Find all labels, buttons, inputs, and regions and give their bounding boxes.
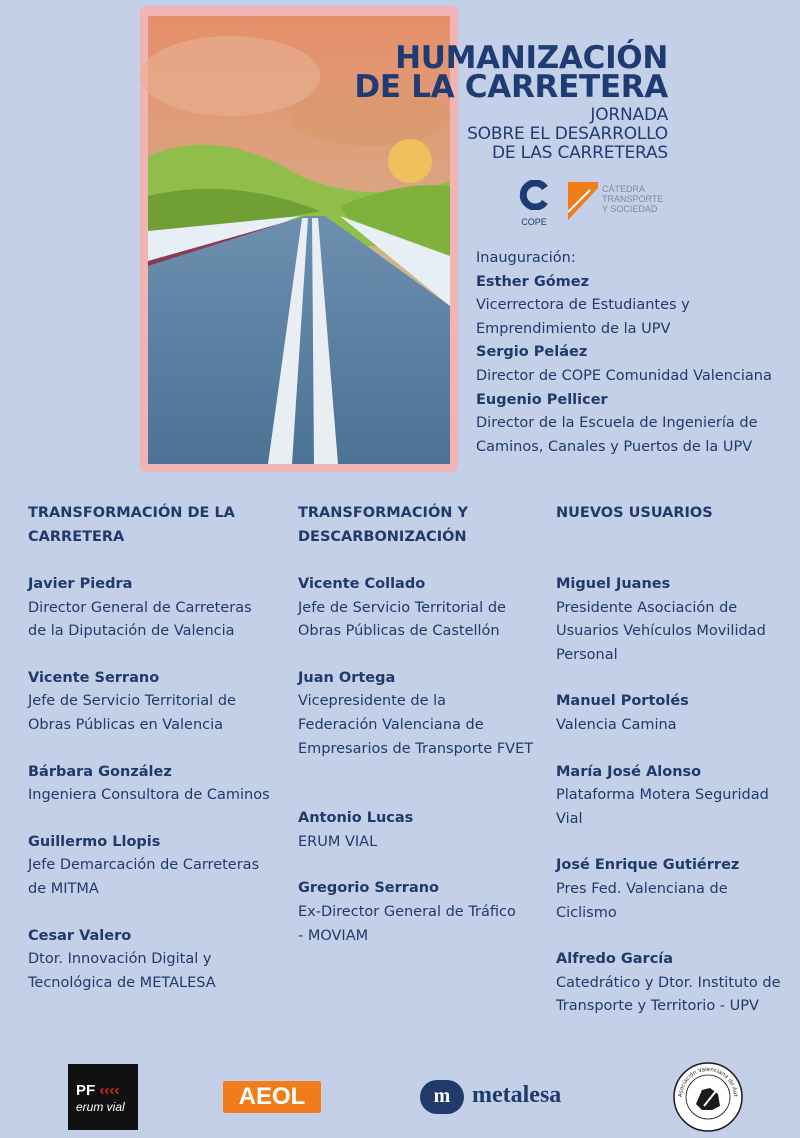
- column-transformacion-carretera: [28, 502, 288, 1018]
- speaker-role: de la Diputación de Valencia: [28, 623, 235, 640]
- speaker: [556, 761, 796, 832]
- column-heading: [28, 502, 288, 573]
- speaker-role: Personal: [556, 646, 618, 663]
- speaker-role: Ex-Director General de Tráfico: [298, 903, 516, 920]
- catedra-logo: [568, 182, 678, 222]
- inauguration-label: Inauguración:: [476, 250, 576, 266]
- column-heading-line: TRANSFORMACIÓN DE LA: [28, 505, 235, 521]
- speaker-role: Usuarios Vehículos Movilidad: [556, 623, 766, 640]
- speaker-name: Vicente Serrano: [28, 669, 160, 686]
- speaker: [28, 573, 288, 644]
- speaker-role: Dtor. Innovación Digital y: [28, 951, 212, 968]
- speaker-name: Miguel Juanes: [556, 576, 671, 592]
- speaker-role: Ciclismo: [556, 904, 617, 921]
- speaker-role: Jefe Demarcación de Carreteras: [28, 857, 260, 874]
- column-heading-line: DESCARBONIZACIÓN: [298, 528, 467, 545]
- speaker-name: Vicente Collado: [298, 576, 426, 592]
- cope-icon: [519, 180, 549, 210]
- catedra-icon: [568, 182, 598, 220]
- column-transformacion-descarbonizacion: [298, 502, 548, 971]
- catedra-text-line-2: TRANSPORTE: [602, 194, 664, 204]
- speaker: [28, 831, 288, 902]
- event-subtitle: [330, 106, 668, 163]
- speaker-role: Valencia Camina: [556, 716, 677, 733]
- subtitle-line-2: SOBRE EL DESARROLLO: [467, 124, 668, 144]
- metalesa-logo-text: metalesa: [472, 1082, 562, 1108]
- speaker: [28, 925, 288, 996]
- speaker-name: José Enrique Gutiérrez: [556, 857, 740, 874]
- cope-logo: [514, 180, 554, 228]
- column-nuevos-usuarios: [556, 502, 796, 1042]
- asociacion-autoescuelas-logo: [672, 1060, 744, 1134]
- speaker: [298, 807, 548, 854]
- person-role: Caminos, Canales y Puertos de la UPV: [476, 438, 753, 455]
- person-name: Sergio Peláez: [476, 344, 588, 361]
- column-heading-line: TRANSFORMACIÓN Y: [298, 505, 468, 521]
- speaker-role: Jefe de Servicio Territorial de: [298, 599, 506, 616]
- speaker-role: Empresarios de Transporte FVET: [298, 740, 534, 757]
- metalesa-logo: [420, 1080, 610, 1114]
- catedra-text-line-1: CÁTEDRA: [602, 184, 646, 194]
- speaker-role: Vicepresidente de la: [298, 693, 447, 710]
- inauguration-person: [476, 271, 796, 342]
- speaker-name: Cesar Valero: [28, 927, 132, 944]
- inauguration-person: [476, 389, 796, 460]
- speaker-name: Manuel Portolés: [556, 693, 689, 710]
- speaker-role: Transporte y Territorio - UPV: [556, 998, 759, 1015]
- speaker-name: Alfredo García: [556, 951, 674, 968]
- speaker-role: Ingeniera Consultora de Caminos: [28, 787, 270, 804]
- person-role: Director de la Escuela de Ingeniería de: [476, 415, 758, 432]
- speaker-name: Guillermo Llopis: [28, 833, 161, 850]
- speaker-role: Plataforma Motera Seguridad: [556, 787, 769, 804]
- speaker-name: Javier Piedra: [28, 576, 133, 592]
- speaker-name: Antonio Lucas: [298, 810, 414, 827]
- speaker-role: Presidente Asociación de: [556, 599, 738, 616]
- event-title: [300, 40, 668, 105]
- speaker-role: Obras Públicas en Valencia: [28, 716, 224, 733]
- speaker-name: Gregorio Serrano: [298, 880, 440, 897]
- speaker: [556, 854, 796, 925]
- column-heading: [298, 502, 548, 573]
- inauguration-block: [476, 247, 796, 459]
- speaker: [298, 573, 548, 644]
- person-role: Emprendimiento de la UPV: [476, 320, 671, 337]
- speaker-role: ERUM VIAL: [298, 833, 378, 850]
- speaker-role: Director General de Carreteras: [28, 599, 252, 616]
- speaker-role: Jefe de Servicio Territorial de: [28, 693, 236, 710]
- speaker-name: Juan Ortega: [298, 669, 396, 686]
- speaker-role: Pres Fed. Valenciana de: [556, 880, 728, 897]
- subtitle-line-1: JORNADA: [590, 105, 668, 125]
- pf-logo-text: PF ‹‹‹‹: [76, 1082, 120, 1099]
- speaker-role: Obras Públicas de Castellón: [298, 623, 500, 640]
- title-line-1: HUMANIZACIÓN: [395, 40, 668, 76]
- inauguration-person: [476, 341, 796, 388]
- catedra-logo-text: [602, 184, 663, 214]
- cope-logo-text: COPE: [521, 217, 547, 227]
- metalesa-mark-icon: m: [420, 1080, 464, 1114]
- speaker-name: Bárbara González: [28, 763, 172, 780]
- asociacion-autoescuelas-seal-icon: [672, 1060, 744, 1134]
- speaker: [28, 761, 288, 808]
- person-role: Vicerrectora de Estudiantes y: [476, 297, 690, 314]
- catedra-text-line-3: Y SOCIEDAD: [602, 204, 658, 214]
- speaker-role: de MITMA: [28, 880, 99, 897]
- pf-erum-vial-logo: [68, 1064, 138, 1130]
- speaker: [556, 573, 796, 667]
- column-heading-line: NUEVOS USUARIOS: [556, 505, 713, 521]
- erum-vial-text: erum vial: [76, 1100, 125, 1114]
- person-role: Director de COPE Comunidad Valenciana: [476, 367, 772, 384]
- person-name: Esther Gómez: [476, 273, 590, 290]
- speaker: [556, 948, 796, 1019]
- subtitle-line-3: DE LAS CARRETERAS: [491, 143, 668, 163]
- column-heading: [556, 502, 796, 573]
- speaker-role: - MOVIAM: [298, 927, 369, 944]
- speaker: [556, 690, 796, 737]
- speaker: [298, 877, 548, 948]
- person-name: Eugenio Pellicer: [476, 391, 608, 408]
- speaker: [298, 667, 548, 761]
- speaker-role: Tecnológica de METALESA: [28, 974, 216, 991]
- column-heading-line: CARRETERA: [28, 528, 125, 545]
- aeol-logo: AEOL: [223, 1081, 321, 1113]
- seal-text: Asociación Valenciana de Aut: [677, 1066, 739, 1098]
- speaker-role: Catedrático y Dtor. Instituto de: [556, 974, 781, 991]
- speaker-role: Federación Valenciana de: [298, 716, 484, 733]
- title-line-2: DE LA CARRETERA: [354, 69, 668, 105]
- speaker-name: María José Alonso: [556, 763, 702, 780]
- speaker-role: Vial: [556, 810, 583, 827]
- speaker: [28, 667, 288, 738]
